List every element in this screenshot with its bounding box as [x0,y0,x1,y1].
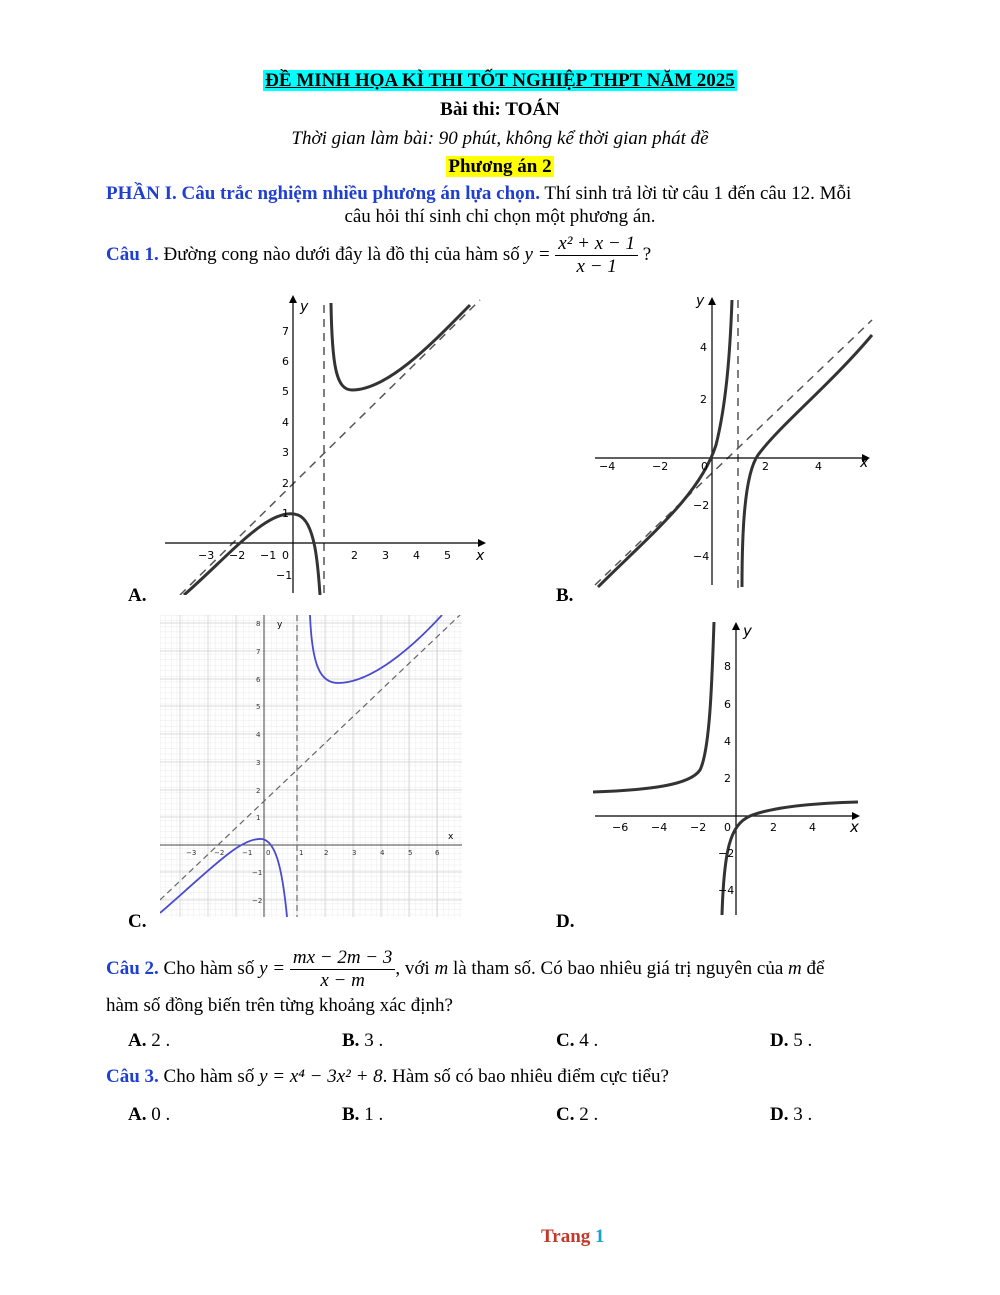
q1-label: Câu 1. [106,244,159,265]
graph-c[interactable] [160,615,462,917]
graph-d-ytick: −4 [718,884,735,897]
graph-c-ytick: 1 [256,814,261,822]
graph-c-ytick: −1 [252,869,263,877]
graph-d-ytick: 6 [724,698,731,711]
graph-a-xtick: 2 [351,549,358,562]
q2-fraction [290,947,396,992]
q3-text: Cho hàm số [158,1066,260,1087]
q3-option-c[interactable]: C. 2 . [556,1104,599,1125]
q2-option-c[interactable]: C. 4 . [556,1030,599,1051]
graph-c-ytick: −2 [252,897,263,905]
graph-c-xtick: 6 [435,849,440,857]
exam-time: Thời gian làm bài: 90 phút, không kể thời gian phát đề [291,128,709,149]
q2-label: Câu 2. [106,958,159,979]
graph-a-xtick: −2 [229,549,246,562]
graph-a-ytick: 6 [282,355,289,368]
graph-c-xtick: 3 [352,849,357,857]
q1-func-lhs: y = [524,244,551,265]
footer-page-number: 1 [595,1226,605,1247]
graph-c-xtick: 4 [380,849,385,857]
graph-d-xtick: −4 [651,821,668,834]
graph-a-axis-y: y [300,299,309,315]
q1-option-d-label[interactable]: D. [556,911,575,932]
question-1 [106,231,651,279]
graph-b-ytick: −4 [693,550,710,563]
q3-option-a[interactable]: A. 0 . [128,1104,171,1125]
graph-c-ytick: 3 [256,759,261,767]
q2-func-den: x − m [320,970,365,992]
q2-param-m2: m [788,958,802,979]
graph-c-xtick: −2 [214,849,225,857]
graph-a-xtick: 3 [382,549,389,562]
part1-heading: PHẦN I. Câu trắc nghiệm nhiều phương án lựa chọn. [106,183,540,204]
graph-b-ytick: 4 [700,341,707,354]
graph-a-ytick: −1 [276,569,293,582]
q1-option-c-label[interactable]: C. [128,911,147,932]
graph-c-ytick: 7 [256,648,261,656]
q3-func: y = x⁴ − 3x² + 8 [259,1066,383,1087]
q2-func-num: mx − 2m − 3 [290,947,396,970]
q3-after: . Hàm số có bao nhiêu điểm cực tiểu? [382,1066,669,1087]
exam-subject: Bài thi: TOÁN [440,99,560,120]
graph-b-ytick: 2 [700,393,707,406]
graph-c-axis-x: x [448,832,454,842]
graph-b-xtick: 4 [815,460,822,473]
q1-fraction [555,233,638,278]
part1-instruction-2: câu hỏi thí sinh chỉ chọn một phương án. [344,206,656,227]
q1-option-b-label[interactable]: B. [556,585,574,606]
graph-d-axis-x: x [850,818,859,836]
q1-func-num: x² + x − 1 [555,233,638,256]
graph-a-xtick: −1 [260,549,277,562]
graph-d-ytick: 2 [724,772,731,785]
graph-b-ytick: −2 [693,499,710,512]
graph-d-xtick: −6 [612,821,629,834]
graph-c-xtick: 5 [408,849,413,857]
q1-text: Đường cong nào dưới đây là đồ thị của hàm số [158,244,525,265]
graph-c-ytick: 5 [256,703,261,711]
graph-c-xtick: 1 [299,849,304,857]
q3-label: Câu 3. [106,1066,159,1087]
q1-func-den: x − 1 [576,256,617,278]
q2-after2: là tham số. Có bao nhiêu giá trị nguyên của [448,958,788,979]
q2-option-a[interactable]: A. 2 . [128,1030,171,1051]
q2-after: , với [395,958,435,979]
footer-label: Trang [541,1226,591,1247]
graph-d-ytick: −2 [718,847,735,860]
q2-after3: để [801,958,825,979]
graph-d-xtick: 2 [770,821,777,834]
graph-d[interactable] [590,620,880,918]
graph-a-asymptotes [180,300,480,595]
q3-option-b[interactable]: B. 1 . [342,1104,384,1125]
q2-line2: hàm số đồng biến trên từng khoảng xác định? [106,995,453,1016]
graph-d-xtick: 0 [724,821,731,834]
graph-a-ytick: 7 [282,325,289,338]
graph-a-ytick: 3 [282,446,289,459]
graph-d-xtick: −2 [690,821,707,834]
page-footer [541,1226,605,1248]
graph-a-xtick: 4 [413,549,420,562]
graph-b-xtick: 0 [701,460,708,473]
graph-a-xtick: −3 [198,549,215,562]
graph-c-ytick: 2 [256,787,261,795]
graph-a-ytick: 4 [282,416,289,429]
graph-a-ytick: 2 [282,477,289,490]
exam-title: ĐỀ MINH HỌA KÌ THI TỐT NGHIỆP THPT NĂM 2025 [265,70,735,91]
graph-c-axis-y: y [277,620,283,630]
graph-b[interactable] [590,295,880,590]
part1-instruction-1: Thí sinh trả lời từ câu 1 đến câu 12. Mỗi [539,183,852,204]
q2-func-lhs: y = [259,958,286,979]
graph-a-xtick: 5 [444,549,451,562]
q1-option-a-label[interactable]: A. [128,585,147,606]
graph-d-axis-y: y [743,622,752,640]
q2-text: Cho hàm số [158,958,260,979]
graph-b-axis-y: y [696,295,705,309]
q1-end: ? [638,244,652,265]
graph-c-xtick: 0 [266,849,271,857]
graph-c-ytick: 6 [256,676,261,684]
graph-b-xtick: −2 [652,460,669,473]
q3-option-d[interactable]: D. 3 . [770,1104,813,1125]
question-2 [106,945,824,993]
graph-a-axis-x: x [476,548,485,564]
graph-c-xtick: −1 [242,849,253,857]
graph-c-xtick: 2 [324,849,329,857]
graph-d-xtick: 4 [809,821,816,834]
graph-a-ytick: 5 [282,385,289,398]
graph-c-xtick: −3 [186,849,197,857]
graph-b-xtick: 2 [762,460,769,473]
question-3 [106,1066,669,1088]
graph-b-axis-x: x [860,455,869,471]
part1-heading-line [106,181,946,206]
exam-variant: Phương án 2 [448,156,552,177]
graph-c-ytick: 8 [256,620,261,628]
graph-a-xtick: 0 [282,549,289,562]
q2-param-m: m [434,958,449,979]
graph-d-ytick: 8 [724,660,731,673]
q2-option-b[interactable]: B. 3 . [342,1030,384,1051]
graph-a[interactable] [160,295,490,595]
q2-option-d[interactable]: D. 5 . [770,1030,813,1051]
graph-b-xtick: −4 [599,460,616,473]
graph-b-asymptotes [595,300,872,590]
graph-a-ytick: 1 [282,507,289,520]
graph-d-ytick: 4 [724,735,731,748]
graph-c-ytick: 4 [256,731,261,739]
